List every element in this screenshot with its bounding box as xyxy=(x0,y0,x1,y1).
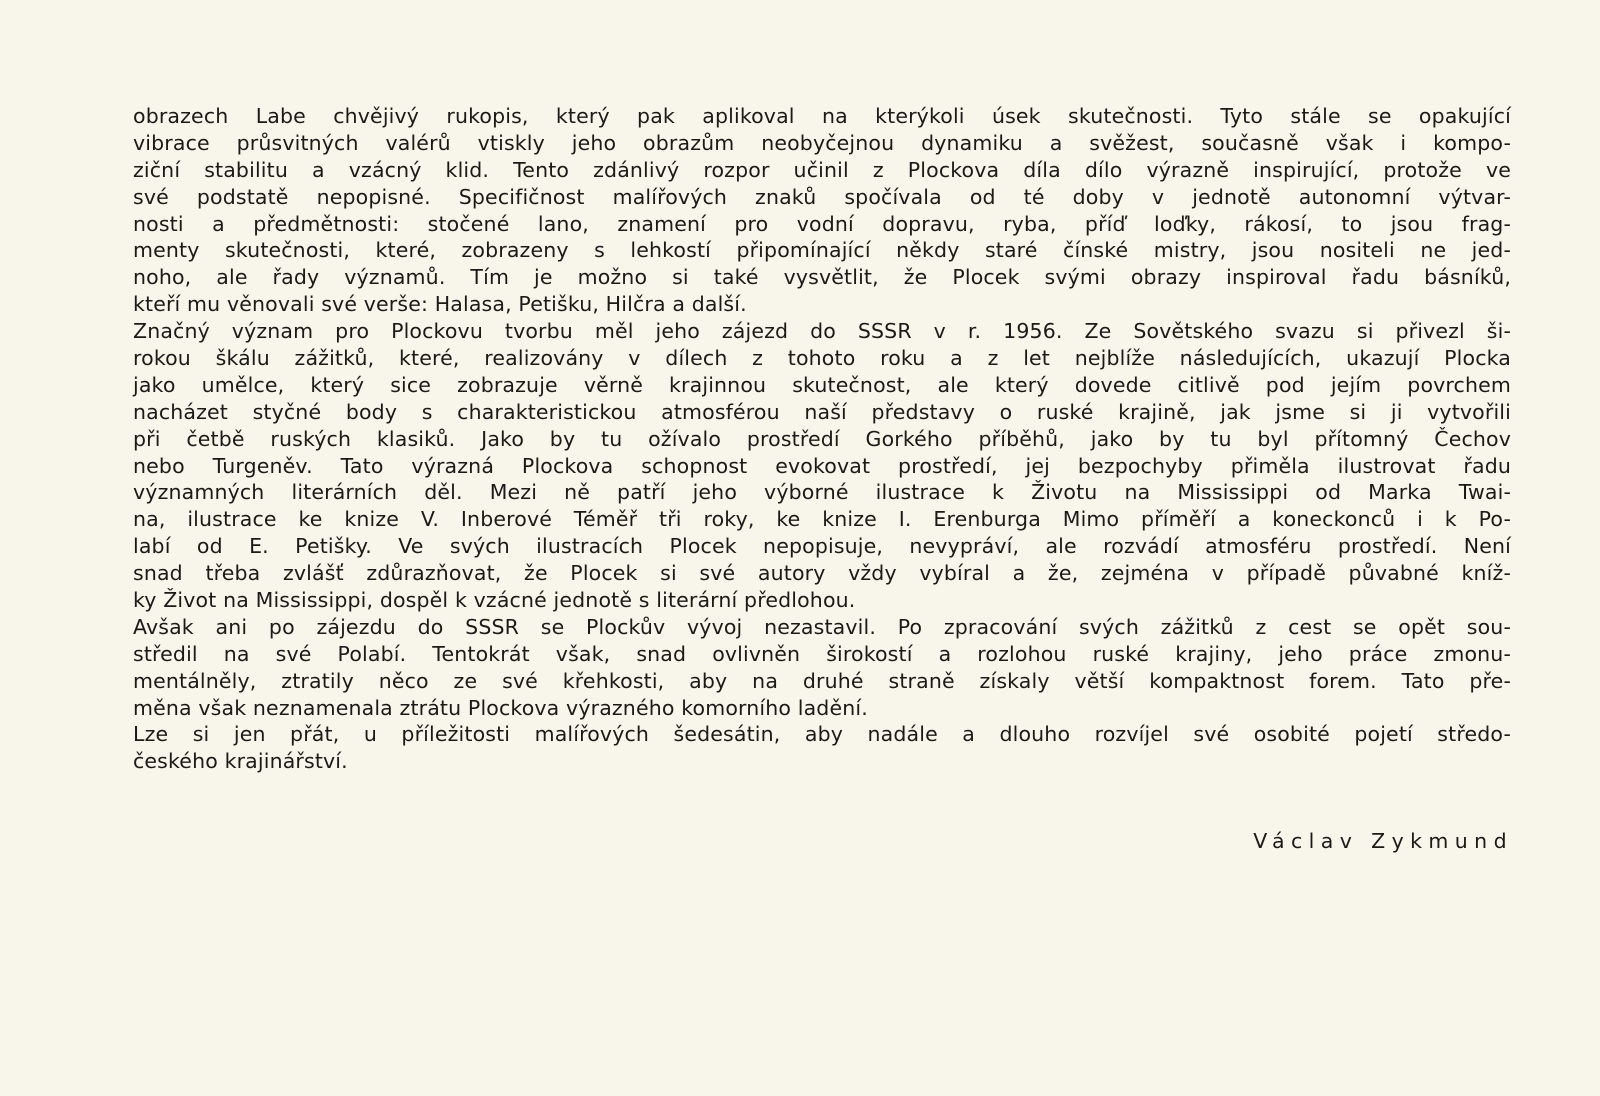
text-line: jako umělce, který sice zobrazuje věrně krajinnou skutečnost, ale který dovede citlivě pod jejím povrchem xyxy=(133,372,1511,397)
text-line: kteří mu věnovali své verše: Halasa, Petišku, Hilčra a další. xyxy=(133,292,747,317)
text-line: nacházet styčné body s charakteristickou atmosférou naší představy o ruské krajině, jak jsme si ji vytvořili xyxy=(133,399,1511,424)
text-line: své podstatě nepopisné. Specifičnost malířových znaků spočívala od té doby v jednotě autonomní výtvar- xyxy=(133,184,1511,209)
text-line: nebo Turgeněv. Tato výrazná Plockova schopnost evokovat prostředí, jej bezpochyby přiměla ilustrovat řadu xyxy=(133,453,1511,478)
text-line: labí od E. Petišky. Ve svých ilustracích Plocek nepopisuje, nevypráví, ale rozvádí atmosféru prostředí. Není xyxy=(133,534,1511,559)
text-line: na, ilustrace ke knize V. Inberové Téměř tři roky, ke knize I. Erenburga Mimo příměří a koneckonců i k Po- xyxy=(133,507,1511,532)
text-line: měna však neznamenala ztrátu Plockova výrazného komorního ladění. xyxy=(133,695,868,720)
text-line: ky Život na Mississippi, dospěl k vzácné jednotě s literární předlohou. xyxy=(133,588,856,613)
text-line: Lze si jen přát, u příležitosti malířových šedesátin, aby nadále a dlouho rozvíjel své osobité pojetí středo- xyxy=(133,722,1511,747)
text-line: při četbě ruských klasiků. Jako by tu ožívalo prostředí Gorkého příběhů, jako by tu byl přítomný Čechov xyxy=(133,426,1511,451)
text-line: významných literárních děl. Mezi ně patří jeho výborné ilustrace k Životu na Mississippi od Marka Twai- xyxy=(133,480,1511,505)
text-line: Značný význam pro Plockovu tvorbu měl jeho zájezd do SSSR v r. 1956. Ze Sovětského svazu si přivezl ši- xyxy=(133,319,1511,344)
text-line: Avšak ani po zájezdu do SSSR se Plockův vývoj nezastavil. Po zpracování svých zážitků z cest se opět sou- xyxy=(133,614,1511,639)
text-line: středil na své Polabí. Tentokrát však, snad ovlivněn širokostí a rozlohou ruské krajiny, jeho práce zmonu- xyxy=(133,641,1511,666)
text-line: menty skutečnosti, které, zobrazeny s lehkostí připomínající někdy staré čínské mistry, jsou nositeli ne jed- xyxy=(133,238,1511,263)
author-signature: Václav Zykmund xyxy=(1253,829,1513,853)
text-line: mentálněly, ztratily něco ze své křehkosti, aby na druhé straně získaly větší kompaktnost forem. Tato pře- xyxy=(133,668,1511,693)
text-line: obrazech Labe chvějivý rukopis, který pak aplikoval na kterýkoli úsek skutečnosti. Tyto stále se opakující xyxy=(133,104,1511,128)
text-line: snad třeba zvlášť zdůrazňovat, že Plocek si své autory vždy vybíral a že, zejména v případě půvabné kníž- xyxy=(133,561,1511,586)
text-line: nosti a předmětnosti: stočené lano, znamení pro vodní dopravu, ryba, příď loďky, rákosí, to jsou frag- xyxy=(133,211,1511,236)
text-line: rokou škálu zážitků, které, realizovány v dílech z tohoto roku a z let nejblíže následujících, ukazují Plocka xyxy=(133,346,1511,371)
text-line: noho, ale řady významů. Tím je možno si také vysvětlit, že Plocek svými obrazy inspiroval řadu básníků, xyxy=(133,265,1511,290)
text-line: vibrace průsvitných valérů vtiskly jeho obrazům neobyčejnou dynamiku a svěžest, současně však i kompo- xyxy=(133,130,1511,155)
text-line: ziční stabilitu a vzácný klid. Tento zdánlivý rozpor učinil z Plockova díla dílo výrazně inspirující, protože ve xyxy=(133,157,1511,182)
article-body xyxy=(133,103,1511,775)
text-line: českého krajinářství. xyxy=(133,749,348,774)
